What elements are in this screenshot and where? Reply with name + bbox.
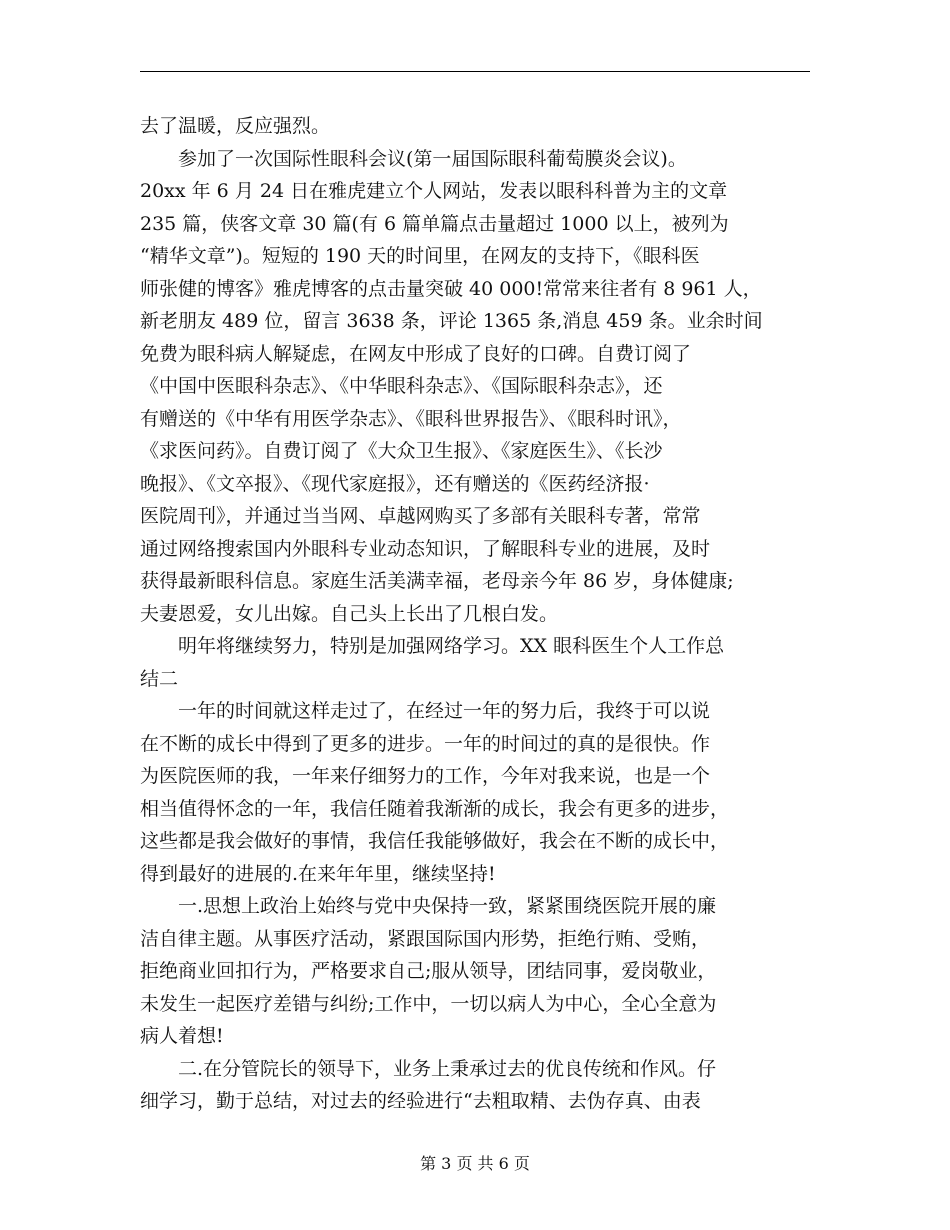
text-line: 一年的时间就这样走过了，在经过一年的努力后，我终于可以说 (140, 700, 711, 722)
text-line: 细学习，勤于总结，对过去的经验进行“去粗取精、去伪存真、由表 (140, 1090, 701, 1112)
text-line: 未发生一起医疗差错与纠纷;工作中，一切以病人为中心，全心全意为 (140, 992, 717, 1015)
text-line: 拒绝商业回扣行为，严格要求自己;服从领导，团结同事，爱岗敬业， (140, 960, 717, 982)
text-line: 二.在分管院长的领导下，业务上秉承过去的优良传统和作风。仔 (140, 1057, 717, 1080)
text-line: 师张健的博客》雅虎博客的点击量突破 40 000!常常来往者有 8 961 人， (140, 277, 762, 300)
text-line: 去了温暖，反应强烈。 (140, 115, 331, 137)
text-line: 医院周刊》，并通过当当网、卓越网购买了多部有关眼科专著，常常 (140, 505, 701, 527)
text-line: 免费为眼科病人解疑虑，在网友中形成了良好的口碑。自费订阅了 (140, 342, 692, 365)
text-line: 一.思想上政治上始终与党中央保持一致，紧紧围绕医院开展的廉 (140, 895, 717, 917)
text-line: 明年将继续努力，特别是加强网络学习。XX 眼科医生个人工作总 (140, 635, 725, 657)
text-line: 得到最好的进展的.在来年年里，继续坚持! (140, 862, 496, 885)
text-line: 在不断的成长中得到了更多的进步。一年的时间过的真的是很快。作 (140, 732, 711, 755)
text-line: 参加了一次国际性眼科会议(第一届国际眼科葡萄膜炎会议)。 (140, 147, 687, 170)
text-line: 获得最新眼科信息。家庭生活美满幸福，老母亲今年 86 岁，身体健康; (140, 570, 734, 592)
text-line: 通过网络搜索国内外眼科专业动态知识，了解眼科专业的进展，及时 (140, 537, 711, 560)
text-line: 有赠送的《中华有用医学杂志》、《眼科世界报告》、《眼科时讯》， (140, 407, 682, 430)
text-line: 病人着想! (140, 1025, 224, 1047)
page-number-footer: 第 3 页 共 6 页 (420, 1154, 530, 1173)
text-line: 20xx 年 6 月 24 日在雅虎建立个人网站，发表以眼科科普为主的文章 (140, 180, 728, 202)
text-line: 为医院医师的我，一年来仔细努力的工作，今年对我来说，也是一个 (140, 765, 711, 787)
text-line: 洁自律主题。从事医疗活动，紧跟国际国内形势，拒绝行贿、受贿， (140, 927, 711, 950)
text-line: 晚报》、《文卒报》、《现代家庭报》，还有赠送的《医药经济报· (140, 472, 650, 495)
text-line: 《中国中医眼科杂志》、《中华眼科杂志》、《国际眼科杂志》，还 (140, 375, 663, 397)
header-rule (140, 71, 810, 72)
text-line: 夫妻恩爱，女儿出嫁。自己头上长出了几根白发。 (140, 602, 559, 625)
text-line: 235 篇，侠客文章 30 篇(有 6 篇单篇点击量超过 1000 以上，被列为 (140, 212, 729, 235)
text-line: 相当值得怀念的一年，我信任随着我渐渐的成长，我会有更多的进步， (140, 797, 730, 820)
text-line: 这些都是我会做好的事情，我信任我能够做好，我会在不断的成长中， (140, 830, 730, 852)
text-line: 新老朋友 489 位，留言 3638 条，评论 1365 条,消息 459 条。业余时间 (140, 310, 763, 332)
text-line: 《求医问药》。自费订阅了《大众卫生报》、《家庭医生》、《长沙 (140, 440, 663, 462)
text-line: 结二 (140, 667, 179, 690)
document-body (140, 110, 820, 1118)
text-line: “精华文章”)。短短的 190 天的时间里，在网友的支持下，《眼科医 (140, 245, 700, 267)
